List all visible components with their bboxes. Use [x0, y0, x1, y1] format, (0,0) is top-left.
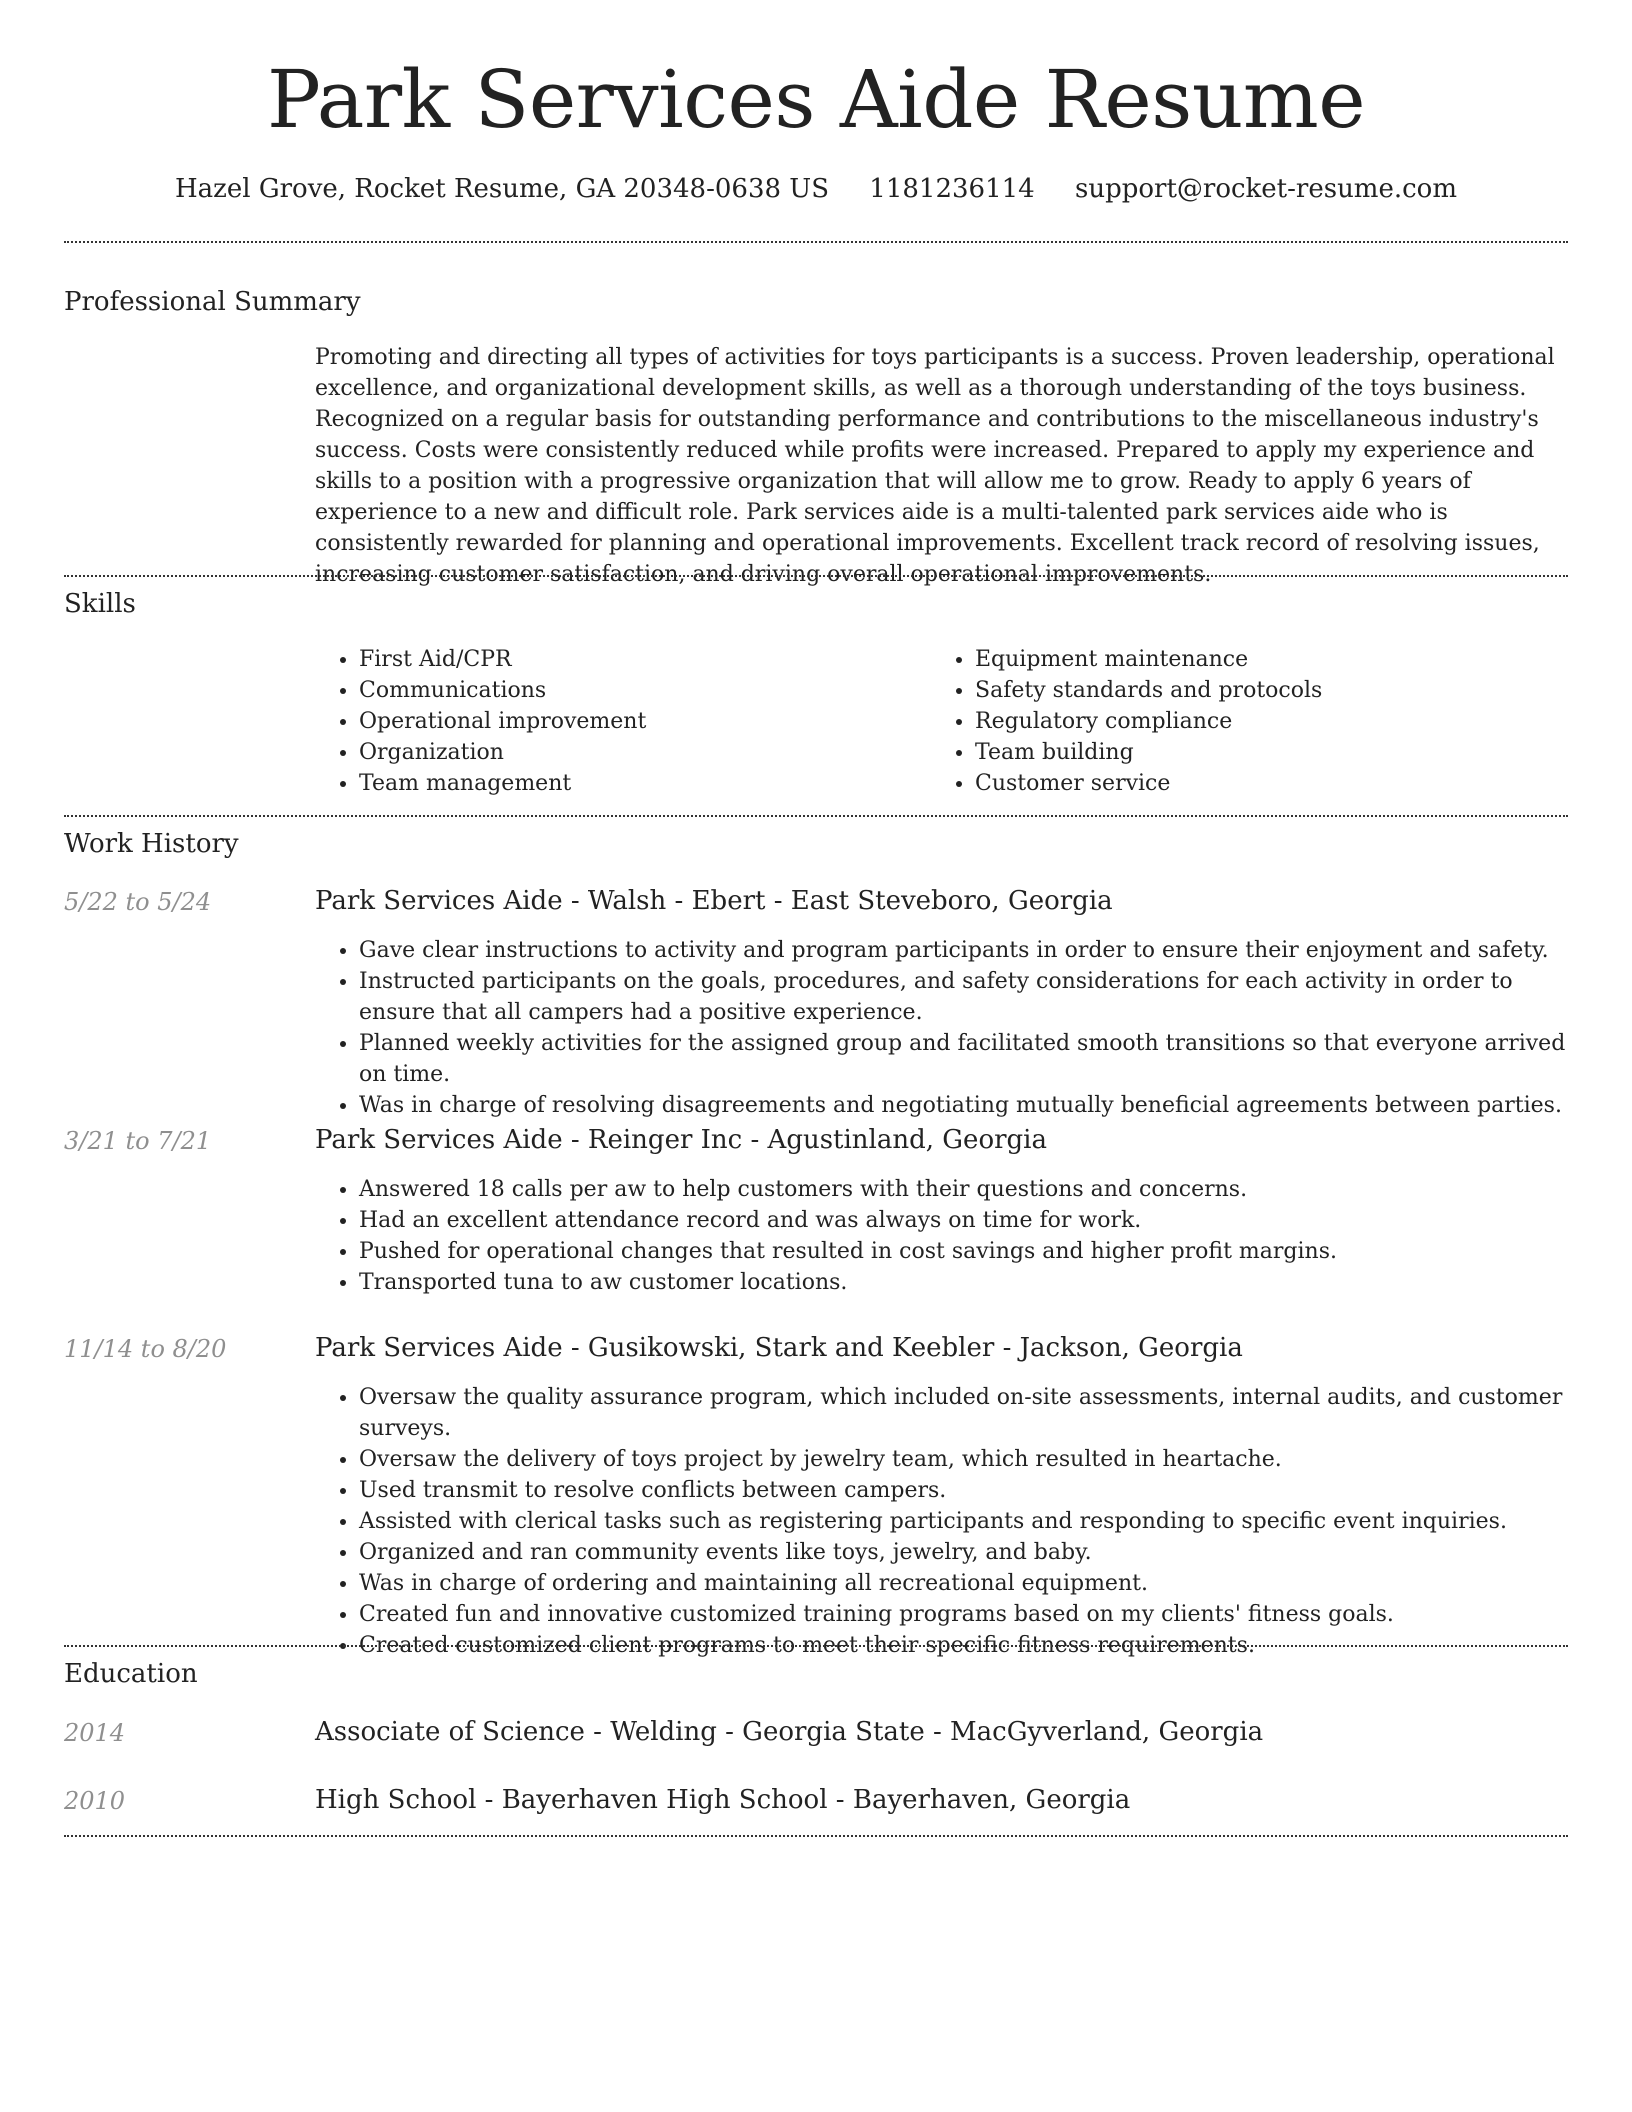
job-duty: • Created customized client programs to meet their specific fitness requirements.	[359, 1630, 1575, 1661]
job-duty: • Answered 18 calls per aw to help customers with their questions and concerns.	[359, 1174, 1575, 1205]
skills-heading: Skills	[64, 589, 136, 619]
section-divider	[64, 1645, 1568, 1647]
job-dates: 5/22 to 5/24	[64, 888, 212, 916]
job-duties	[315, 1174, 1575, 1298]
section-divider	[64, 1835, 1568, 1837]
job-duty: • Was in charge of resolving disagreements and negotiating mutually beneficial agreements between parties.	[359, 1090, 1575, 1121]
job-duty: • Pushed for operational changes that resulted in cost savings and higher profit margins.	[359, 1236, 1575, 1267]
summary-heading: Professional Summary	[64, 287, 361, 317]
job-duty: • Organized and ran community events like toys, jewelry, and baby.	[359, 1537, 1575, 1568]
work-history-heading: Work History	[64, 829, 239, 859]
education-title: High School - Bayerhaven High School - Bayerhaven, Georgia	[315, 1785, 1131, 1815]
skill-item: • Customer service	[975, 768, 1491, 799]
section-divider	[64, 815, 1568, 817]
skill-item: • Regulatory compliance	[975, 706, 1491, 737]
job-duty: • Instructed participants on the goals, procedures, and safety considerations for each activity in order to ensure that all campers had a positive experience.	[359, 966, 1575, 1028]
skill-item: • Team building	[975, 737, 1491, 768]
education-title: Associate of Science - Welding - Georgia State - MacGyverland, Georgia	[315, 1717, 1264, 1747]
job-duties	[315, 1382, 1575, 1661]
job-duty: • Oversaw the quality assurance program, which included on-site assessments, internal audits, and customer surveys.	[359, 1382, 1575, 1444]
contact-phone: 1181236114	[869, 174, 1035, 204]
contact-email: support@rocket-resume.com	[1074, 174, 1457, 204]
job-duty: • Used transmit to resolve conflicts between campers.	[359, 1475, 1575, 1506]
skill-item: • Operational improvement	[359, 706, 875, 737]
skills-list-right	[931, 644, 1491, 799]
skill-item: • First Aid/CPR	[359, 644, 875, 675]
job-duty: • Had an excellent attendance record and was always on time for work.	[359, 1205, 1575, 1236]
job-duty: • Planned weekly activities for the assigned group and facilitated smooth transitions so that everyone arrived on time.	[359, 1028, 1575, 1090]
job-title: Park Services Aide - Reinger Inc - Agustinland, Georgia	[315, 1125, 1047, 1155]
job-duty: • Gave clear instructions to activity and program participants in order to ensure their enjoyment and safety.	[359, 935, 1575, 966]
page-title: Park Services Aide Resume	[266, 53, 1366, 146]
contact-info	[0, 172, 1632, 206]
job-dates: 3/21 to 7/21	[64, 1127, 212, 1155]
job-duties	[315, 935, 1575, 1121]
section-divider	[64, 575, 1568, 577]
job-duty: • Created fun and innovative customized training programs based on my clients' fitness goals.	[359, 1599, 1575, 1630]
job-title: Park Services Aide - Gusikowski, Stark and Keebler - Jackson, Georgia	[315, 1333, 1243, 1363]
education-year: 2010	[64, 1787, 126, 1815]
summary-text: Promoting and directing all types of activities for toys participants is a success. Proven leadership, operational excellence, and organizational development skills, as well as a thorough understanding of the toys business. Recognized on a regular basis for outstanding performance and contributions to the miscellaneous industry's success. Costs were consistently reduced while profits were increased. Prepared to apply my experience and skills to a position with a progressive organization that will allow me to grow. Ready to apply 6 years of experience to a new and difficult role. Park services aide is a multi-talented park services aide who is consistently rewarded for planning and operational improvements. Excellent track record of resolving issues, increasing customer satisfaction, and driving overall operational improvements.	[315, 345, 1555, 587]
education-year: 2014	[64, 1719, 126, 1747]
education-heading: Education	[64, 1659, 198, 1689]
contact-address: Hazel Grove, Rocket Resume, GA 20348-0638 US	[175, 174, 830, 204]
skill-item: • Team management	[359, 768, 875, 799]
skill-item: • Communications	[359, 675, 875, 706]
skill-item: • Safety standards and protocols	[975, 675, 1491, 706]
section-divider	[64, 241, 1568, 243]
skill-item: • Organization	[359, 737, 875, 768]
skills-list-left	[315, 644, 875, 799]
job-title: Park Services Aide - Walsh - Ebert - East Steveboro, Georgia	[315, 886, 1113, 916]
job-duty: • Oversaw the delivery of toys project by jewelry team, which resulted in heartache.	[359, 1444, 1575, 1475]
job-dates: 11/14 to 8/20	[64, 1335, 227, 1363]
job-duty: • Was in charge of ordering and maintaining all recreational equipment.	[359, 1568, 1575, 1599]
skill-item: • Equipment maintenance	[975, 644, 1491, 675]
job-duty: • Transported tuna to aw customer locations.	[359, 1267, 1575, 1298]
job-duty: • Assisted with clerical tasks such as registering participants and responding to specific event inquiries.	[359, 1506, 1575, 1537]
